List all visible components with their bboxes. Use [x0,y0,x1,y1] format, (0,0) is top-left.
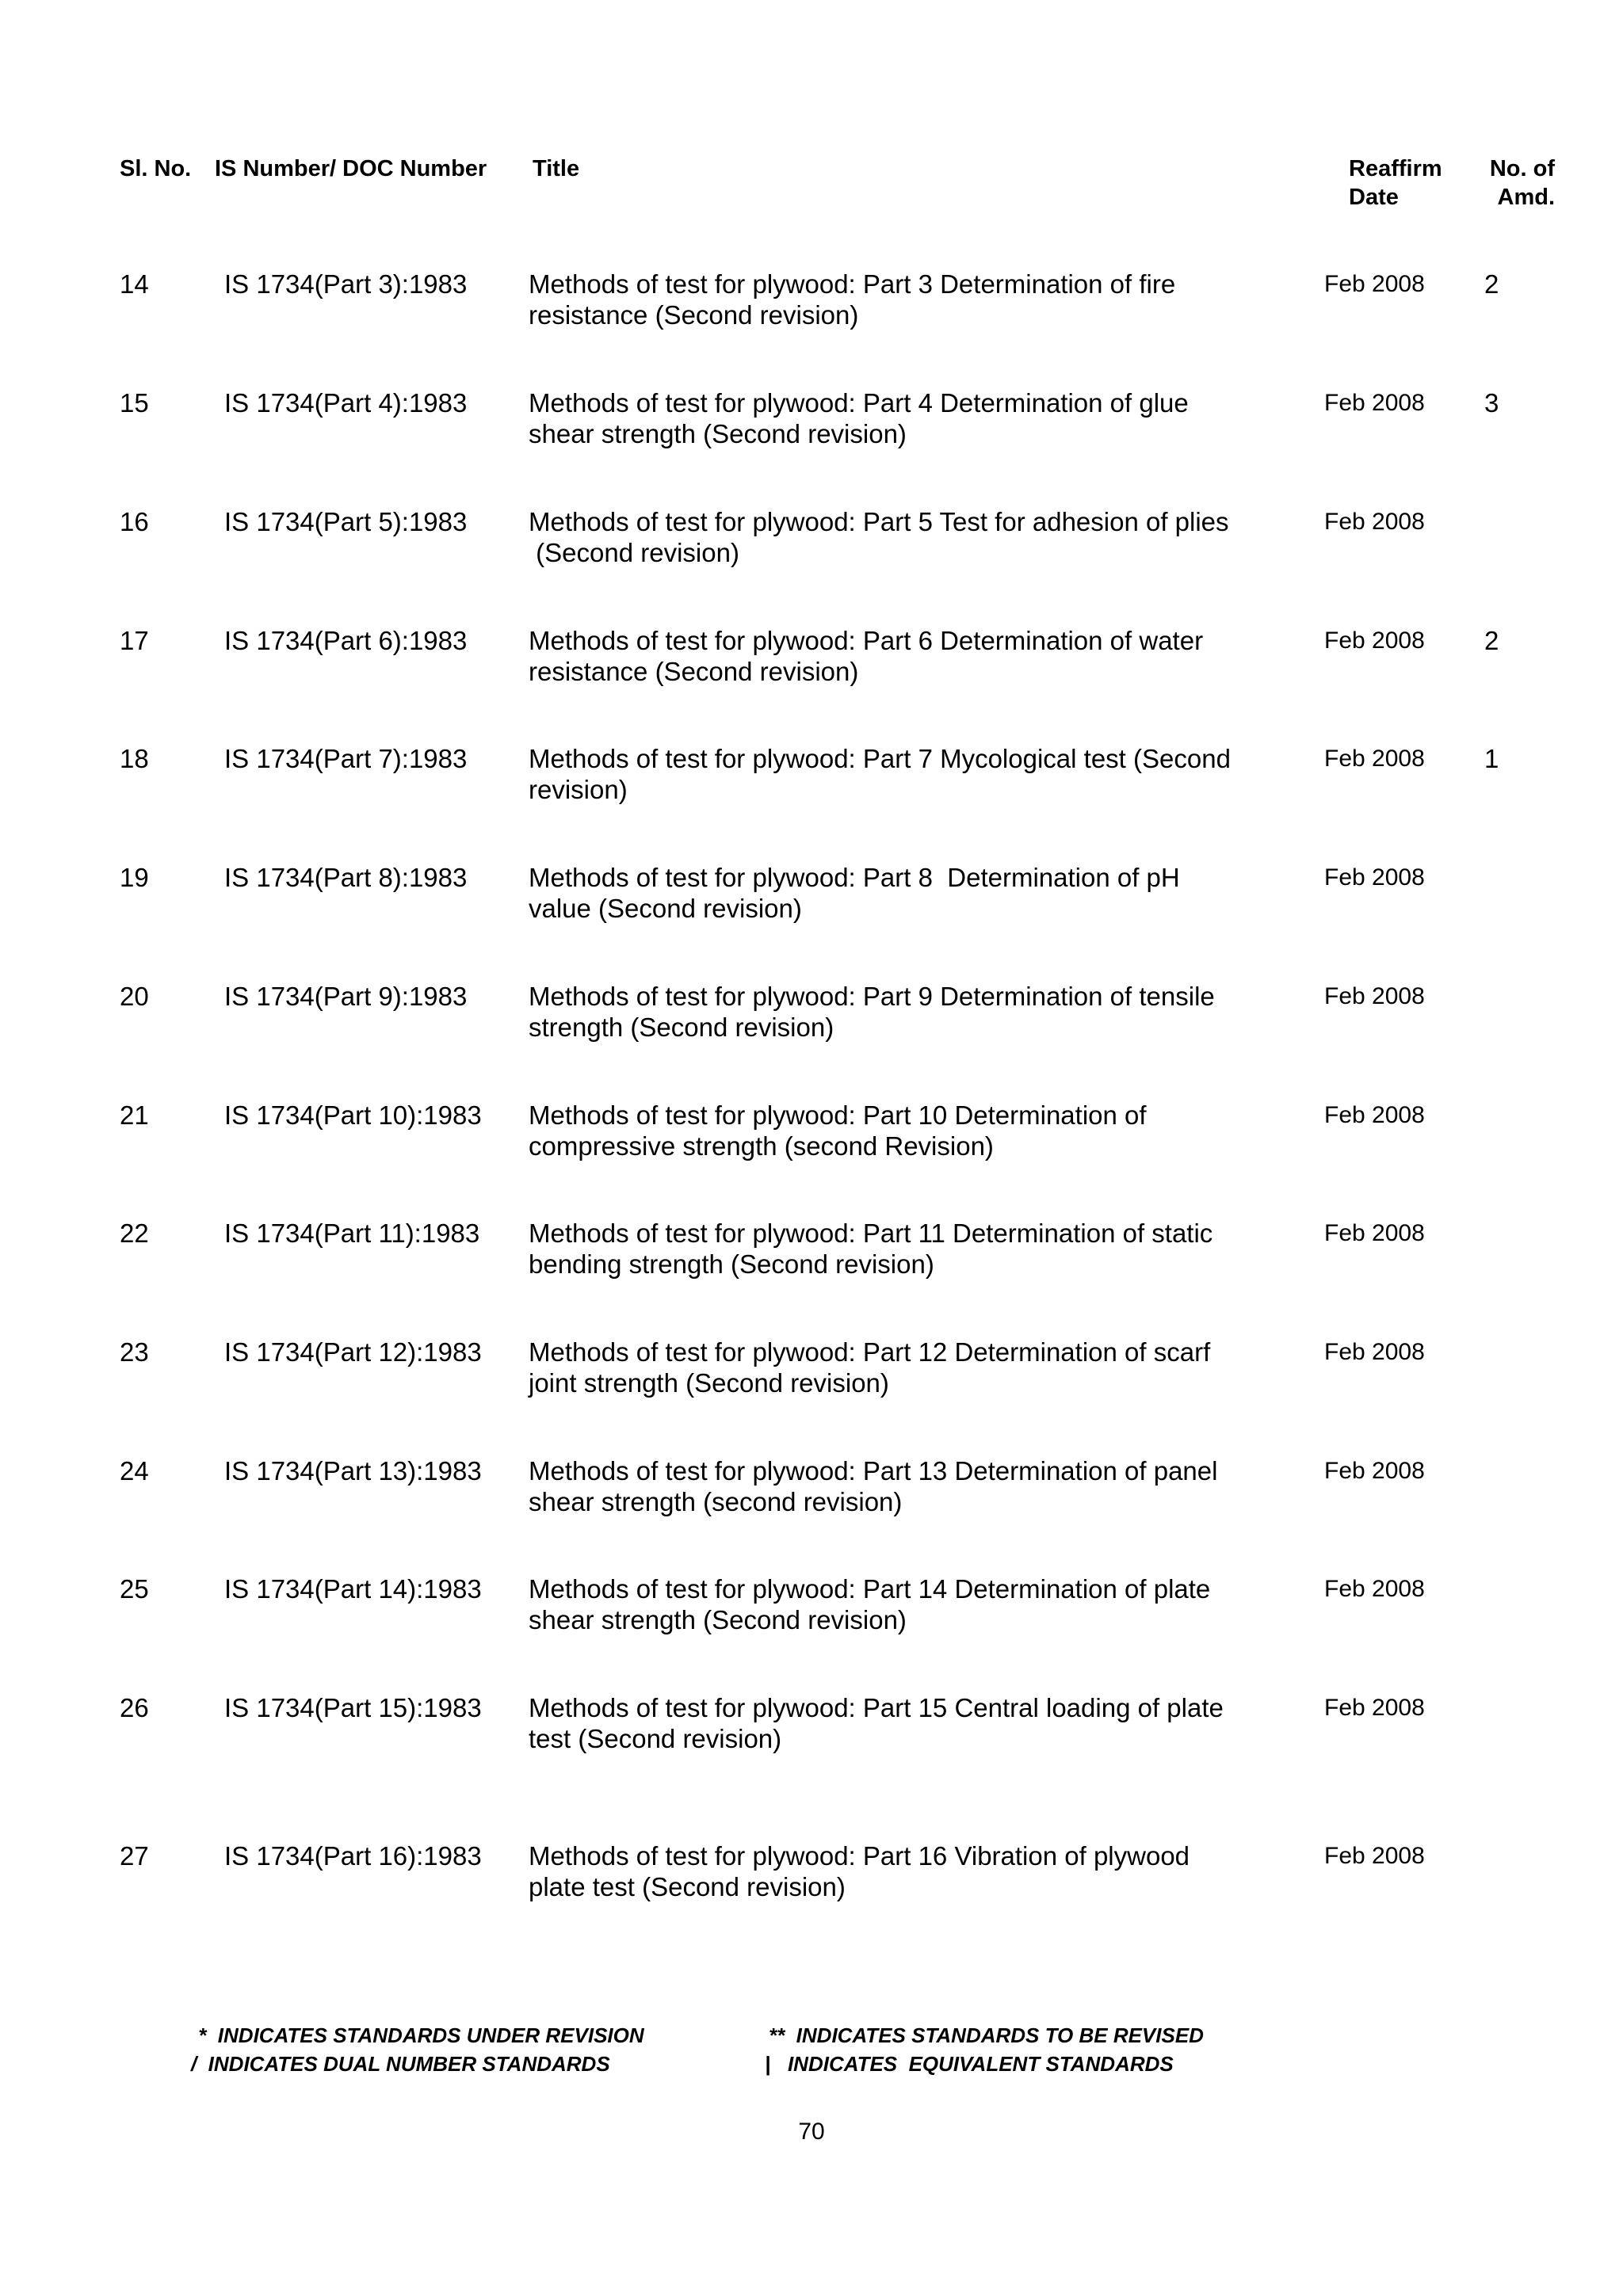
cell-is-number: IS 1734(Part 6):1983 [224,626,468,655]
cell-title-line2: bending strength (Second revision) [529,1249,934,1279]
cell-title-line2: value (Second revision) [529,894,802,923]
cell-title-line2: shear strength (Second revision) [529,1605,907,1634]
table-row [0,625,1623,704]
cell-title-line1: Methods of test for plywood: Part 9 Determination of tensile [529,982,1215,1011]
cell-title-line1: Methods of test for plywood: Part 5 Test for adhesion of plies [529,507,1229,536]
cell-is-number: IS 1734(Part 3):1983 [224,269,468,299]
cell-title [529,1692,1224,1754]
header-is-number: IS Number/ DOC Number [215,156,487,181]
cell-is-number: IS 1734(Part 12):1983 [224,1337,482,1367]
cell-title-line2: resistance (Second revision) [529,300,859,330]
cell-sl-no: 14 [120,269,149,299]
cell-amd-count: 2 [1484,626,1499,655]
cell-reaffirm-date: Feb 2008 [1324,627,1425,654]
cell-title [529,387,1189,449]
cell-title-line2: shear strength (second revision) [529,1487,903,1516]
cell-is-number: IS 1734(Part 5):1983 [224,507,468,536]
cell-title [529,862,1180,924]
cell-reaffirm-date: Feb 2008 [1324,271,1425,297]
cell-title [529,269,1175,330]
cell-sl-no: 19 [120,863,149,892]
cell-title-line1: Methods of test for plywood: Part 3 Determination of fire [529,269,1176,299]
cell-amd-count: 3 [1484,388,1499,418]
page-number: 70 [798,2119,825,2145]
table-row [0,1455,1623,1535]
cell-title [529,1337,1210,1398]
table-row [0,1337,1623,1416]
cell-is-number: IS 1734(Part 16):1983 [224,1841,482,1871]
cell-title-line2: shear strength (Second revision) [529,419,907,448]
cell-title-line1: Methods of test for plywood: Part 8 Determination of pH [529,863,1180,892]
cell-amd-count: 1 [1484,744,1499,773]
cell-reaffirm-date: Feb 2008 [1324,390,1425,416]
cell-sl-no: 18 [120,744,149,773]
table-row [0,981,1623,1060]
cell-is-number: IS 1734(Part 7):1983 [224,744,468,773]
cell-title-line1: Methods of test for plywood: Part 11 Determination of static [529,1219,1213,1248]
cell-title [529,625,1203,687]
cell-sl-no: 25 [120,1574,149,1604]
cell-sl-no: 22 [120,1219,149,1248]
cell-title [529,1100,1147,1161]
cell-title [529,1573,1210,1635]
table-row [0,269,1623,348]
header-no-of-amd [1484,154,1555,212]
cell-reaffirm-date: Feb 2008 [1324,1220,1425,1246]
cell-title-line1: Methods of test for plywood: Part 12 Determination of scarf [529,1337,1211,1367]
cell-is-number: IS 1734(Part 11):1983 [224,1219,480,1248]
cell-sl-no: 21 [120,1100,149,1130]
cell-title-line1: Methods of test for plywood: Part 13 Determination of panel [529,1456,1218,1486]
cell-title [529,743,1231,805]
cell-title-line1: Methods of test for plywood: Part 16 Vibration of plywood [529,1841,1190,1871]
cell-sl-no: 15 [120,388,149,418]
cell-title-line2: (Second revision) [529,538,739,567]
cell-reaffirm-date: Feb 2008 [1324,1695,1425,1721]
table-row [0,1573,1623,1653]
legend-dual-number: / INDICATES DUAL NUMBER STANDARDS [191,2052,610,2076]
table-row [0,387,1623,467]
cell-title-line1: Methods of test for plywood: Part 4 Determination of glue [529,388,1189,418]
cell-reaffirm-date: Feb 2008 [1324,1576,1425,1602]
header-amd-line1: No. of [1489,156,1555,181]
cell-is-number: IS 1734(Part 10):1983 [224,1100,482,1130]
cell-title [529,1455,1217,1517]
cell-title-line1: Methods of test for plywood: Part 15 Central loading of plate [529,1693,1224,1722]
cell-sl-no: 24 [120,1456,149,1486]
cell-sl-no: 17 [120,626,149,655]
header-title: Title [533,156,580,181]
legend-equivalent: | INDICATES EQUIVALENT STANDARDS [765,2052,1174,2076]
table-row [0,506,1623,585]
table-row [0,1218,1623,1297]
cell-title [529,1218,1212,1280]
cell-reaffirm-date: Feb 2008 [1324,1843,1425,1869]
cell-title-line2: joint strength (Second revision) [529,1368,889,1398]
table-row [0,1100,1623,1179]
cell-sl-no: 16 [120,507,149,536]
cell-sl-no: 23 [120,1337,149,1367]
cell-title-line2: strength (Second revision) [529,1013,834,1042]
legend-to-be-revised: ** INDICATES STANDARDS TO BE REVISED [769,2023,1204,2047]
cell-title-line1: Methods of test for plywood: Part 10 Determination of [529,1100,1147,1130]
cell-reaffirm-date: Feb 2008 [1324,509,1425,535]
cell-is-number: IS 1734(Part 13):1983 [224,1456,482,1486]
header-reaffirm-date [1349,154,1442,212]
header-reaffirm-line2: Date [1349,185,1399,210]
table-row [0,743,1623,822]
cell-title [529,506,1229,568]
cell-title-line1: Methods of test for plywood: Part 6 Determination of water [529,626,1204,655]
header-sl-no: Sl. No. [120,156,192,181]
cell-title-line2: revision) [529,775,628,804]
cell-is-number: IS 1734(Part 4):1983 [224,388,468,418]
cell-title [529,981,1215,1043]
cell-reaffirm-date: Feb 2008 [1324,1458,1425,1484]
cell-amd-count: 2 [1484,269,1499,299]
cell-reaffirm-date: Feb 2008 [1324,1339,1425,1365]
cell-is-number: IS 1734(Part 9):1983 [224,982,468,1011]
cell-title-line1: Methods of test for plywood: Part 14 Determination of plate [529,1574,1211,1604]
cell-sl-no: 20 [120,982,149,1011]
cell-reaffirm-date: Feb 2008 [1324,1102,1425,1128]
cell-title-line2: compressive strength (second Revision) [529,1131,994,1161]
cell-is-number: IS 1734(Part 15):1983 [224,1693,482,1722]
legend-under-revision: * INDICATES STANDARDS UNDER REVISION [193,2023,644,2047]
cell-is-number: IS 1734(Part 14):1983 [224,1574,482,1604]
cell-is-number: IS 1734(Part 8):1983 [224,863,468,892]
table-row [0,1840,1623,1920]
cell-sl-no: 27 [120,1841,149,1871]
cell-title-line2: resistance (Second revision) [529,657,859,686]
header-reaffirm-line1: Reaffirm [1349,156,1442,181]
header-amd-line2: Amd. [1497,185,1555,210]
table-row [0,862,1623,941]
cell-title-line2: plate test (Second revision) [529,1872,846,1901]
cell-title-line2: test (Second revision) [529,1724,782,1753]
cell-title [529,1840,1190,1902]
cell-reaffirm-date: Feb 2008 [1324,983,1425,1009]
cell-reaffirm-date: Feb 2008 [1324,864,1425,891]
cell-sl-no: 26 [120,1693,149,1722]
cell-title-line1: Methods of test for plywood: Part 7 Mycological test (Second [529,744,1231,773]
cell-reaffirm-date: Feb 2008 [1324,746,1425,772]
table-row [0,1692,1623,1772]
